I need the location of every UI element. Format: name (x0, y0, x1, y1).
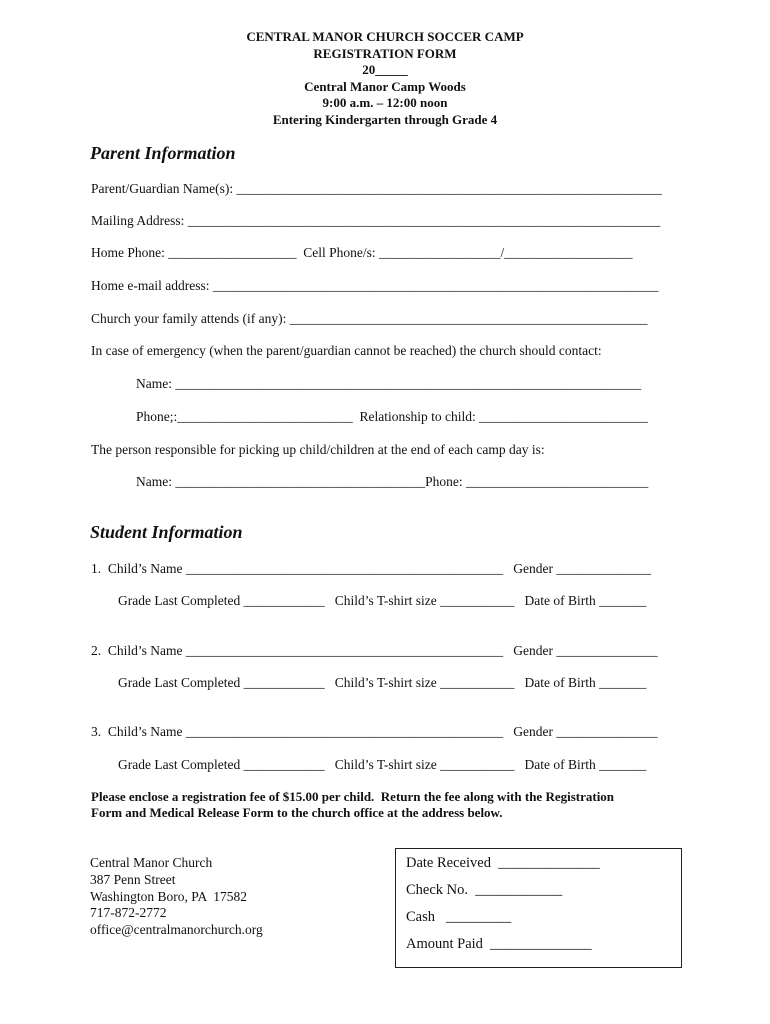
email-field[interactable]: Home e-mail address: __________________________________________________________________ (91, 278, 659, 293)
date-received-field[interactable]: Date Received ______________ (406, 855, 600, 871)
child3-details-field[interactable]: Grade Last Completed ____________ Child’s T-shirt size ___________ Date of Birth _______ (118, 757, 647, 772)
church-address (90, 855, 263, 939)
fee-note (91, 789, 681, 821)
emergency-name-field[interactable]: Name: _____________________________________________________________________ (136, 376, 642, 391)
parent-info-heading: Parent Information (90, 143, 236, 163)
child2-details-field[interactable]: Grade Last Completed ____________ Child’s T-shirt size ___________ Date of Birth _______ (118, 675, 647, 690)
fee-note-line1: Please enclose a registration fee of $15.00 per child. Return the fee along with the Registration (91, 789, 615, 804)
church-field[interactable]: Church your family attends (if any): _____________________________________________________ (91, 311, 648, 326)
header-title: CENTRAL MANOR CHURCH SOCCER CAMP (246, 29, 524, 44)
amount-paid-field[interactable]: Amount Paid ______________ (406, 936, 592, 952)
address-phone: 717-872-2772 (90, 905, 167, 921)
emergency-phone-field[interactable]: Phone;:__________________________ Relationship to child: _________________________ (136, 409, 648, 424)
child2-name-field[interactable]: 2. Child’s Name _______________________________________________ Gender _______________ (91, 643, 658, 658)
header-subtitle: REGISTRATION FORM (313, 45, 457, 61)
emergency-instruction: In case of emergency (when the parent/guardian cannot be reached) the church should contact: (91, 343, 602, 358)
pickup-name-field[interactable]: Name: _____________________________________Phone: ___________________________ (136, 474, 649, 489)
cash-field[interactable]: Cash _________ (406, 909, 512, 925)
address-name: Central Manor Church (90, 855, 213, 870)
fee-note-line2: Form and Medical Release Form to the church office at the address below. (91, 805, 503, 820)
header-time: 9:00 a.m. – 12:00 noon (322, 95, 448, 111)
child3-name-field[interactable]: 3. Child’s Name _______________________________________________ Gender _______________ (91, 724, 658, 739)
child1-name-field[interactable]: 1. Child’s Name _______________________________________________ Gender ______________ (91, 561, 651, 576)
header-grades: Entering Kindergarten through Grade 4 (272, 111, 498, 127)
parent-names-field[interactable]: Parent/Guardian Name(s): _______________________________________________________________ (91, 181, 662, 196)
header-year: 20_____ (362, 62, 408, 78)
check-no-field[interactable]: Check No. ____________ (406, 882, 563, 898)
address-street: 387 Penn Street (90, 871, 176, 887)
address-email: office@centralmanorchurch.org (90, 922, 263, 938)
header-location: Central Manor Camp Woods (304, 78, 466, 94)
phones-field[interactable]: Home Phone: ___________________ Cell Phone/s: __________________/___________________ (91, 245, 633, 260)
child1-details-field[interactable]: Grade Last Completed ____________ Child’s T-shirt size ___________ Date of Birth _______ (118, 593, 647, 608)
student-info-heading: Student Information (90, 522, 243, 542)
address-city: Washington Boro, PA 17582 (90, 888, 248, 904)
pickup-instruction: The person responsible for picking up child/children at the end of each camp day is: (91, 442, 545, 457)
office-use-box (395, 848, 682, 968)
form-header (0, 29, 770, 129)
mailing-address-field[interactable]: Mailing Address: ______________________________________________________________________ (91, 213, 661, 228)
